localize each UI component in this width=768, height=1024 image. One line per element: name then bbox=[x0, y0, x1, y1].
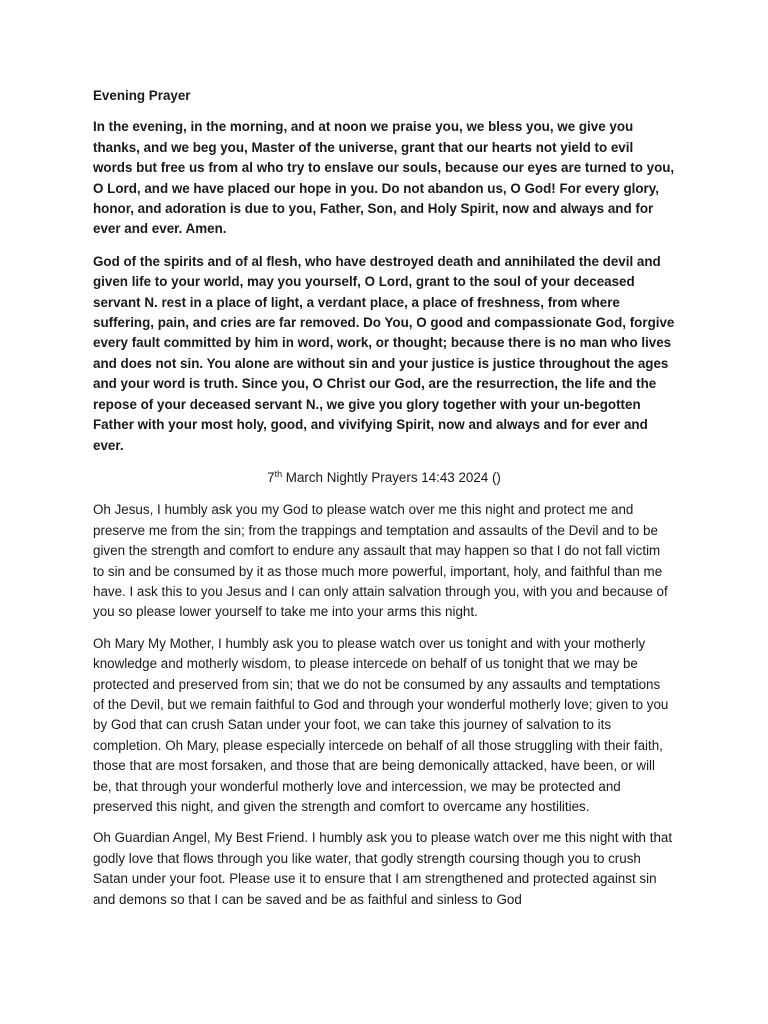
prayer-to-mary: Oh Mary My Mother, I humbly ask you to please watch over us tonight and with your motherly knowledge and motherly wisdom, to please intercede on behalf of us tonight that we may be protected and preserved from sin; that we do not be consumed by any assaults and temptations of the Devil, but we remain faithful to God and through your wonderful motherly love; given to you by God that can crush Satan under your foot, we can take this journey of salvation to its completion. Oh Mary, please especially intercede on behalf of all those struggling with their faith, those that are most forsaken, and those that are being demonically attacked, have been, or will be, that through your wonderful motherly love and intercession, we may be protected and preserved this night, and given the strength and comfort to overcame any hostilities. bbox=[93, 635, 669, 814]
heading-text: March Nightly Prayers 14:43 2024 () bbox=[282, 469, 501, 485]
prayer-paragraph-departed: God of the spirits and of al flesh, who have destroyed death and annihilated the devil and given life to your world, may you yourself, O Lord, grant to the soul of your deceased servant N. rest in a place of light, a verdant place, a place of freshness, from where suffering, pain, and cries are far removed. Do You, O good and compassionate God, forgive every fault committed by him in word, work, or thought; because there is no man who lives and does not sin. You alone are without sin and your justice is justice throughout the ages and your word is truth. Since you, O Christ our God, are the resurrection, the life and the repose of your deceased servant N., we give you glory together with your un-begotten Father with your most holy, good, and vivifying Spirit, now and always and for ever and ever. bbox=[93, 253, 675, 453]
section-heading bbox=[93, 468, 675, 488]
heading-ordinal-suffix: th bbox=[274, 468, 283, 479]
prayer-to-guardian-angel: Oh Guardian Angel, My Best Friend. I humbly ask you to please watch over me this night with that godly love that flows through you like water, that godly strength coursing though you to crush Satan under your foot. Please use it to ensure that I am strengthened and protected against sin and demons so that I can be saved and be as faithful and sinless to God bbox=[93, 830, 673, 907]
document-page bbox=[93, 86, 675, 921]
prayer-to-jesus: Oh Jesus, I humbly ask you my God to please watch over me this night and protect me and preserve me from the sin; from the trappings and temptation and assaults of the Devil and to be given the strength and comfort to endure any assault that may happen so that I do not fall victim to sin and be consumed by it as those much more powerful, important, holy, and faithful than me have. I ask this to you Jesus and I can only attain salvation through you, with you and because of you so please lower yourself to take me into your arms this night. bbox=[93, 502, 668, 620]
prayer-paragraph-morning: In the evening, in the morning, and at noon we praise you, we bless you, we give you thanks, and we beg you, Master of the universe, grant that our hearts not yield to evil words but free us from al who try to enslave our souls, because our eyes are turned to you, O Lord, and we have placed our hope in you. Do not abandon us, O God! For every glory, honor, and adoration is due to you, Father, Son, and Holy Spirit, now and always and for ever and ever. Amen. bbox=[93, 119, 675, 237]
document-title: Evening Prayer bbox=[93, 88, 191, 103]
heading-day: 7 bbox=[267, 469, 275, 485]
